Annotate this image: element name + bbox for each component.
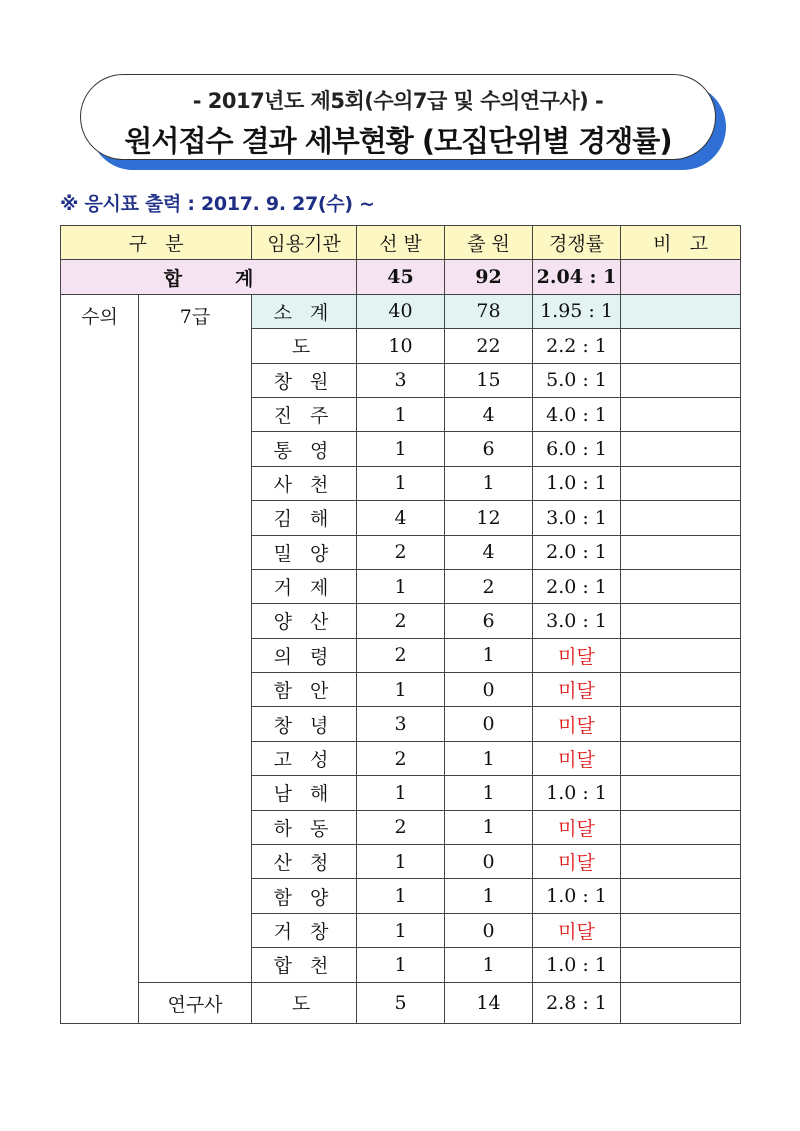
agency-row-applicants: 0: [445, 673, 533, 707]
agency-row-applicants: 0: [445, 845, 533, 879]
agency-row-selection: 2: [357, 638, 445, 672]
agency-row-ratio: 4.0 : 1: [533, 397, 621, 431]
agency-row-ratio: 1.0 : 1: [533, 948, 621, 982]
agency-row-selection: 2: [357, 604, 445, 638]
agency-row-ratio: 1.0 : 1: [533, 776, 621, 810]
agency-row-agency: 산 청: [252, 845, 357, 879]
agency-row-ratio: 5.0 : 1: [533, 363, 621, 397]
agency-row-applicants: 1: [445, 810, 533, 844]
agency-row-applicants: 1: [445, 741, 533, 775]
agency-row-ratio: 3.0 : 1: [533, 501, 621, 535]
agency-row-applicants: 12: [445, 501, 533, 535]
agency-row-applicants: 6: [445, 604, 533, 638]
agency-row-agency: 양 산: [252, 604, 357, 638]
agency-row-selection: 1: [357, 466, 445, 500]
title-banner: [80, 74, 716, 160]
agency-row-selection: 1: [357, 948, 445, 982]
researcher-row-ratio: 2.8 : 1: [533, 982, 621, 1023]
total-remarks: [621, 260, 741, 294]
header-applicants: 출 원: [445, 226, 533, 260]
agency-row-applicants: 1: [445, 948, 533, 982]
researcher-row: [61, 982, 741, 1023]
agency-row-applicants: 1: [445, 776, 533, 810]
agency-row-remarks: [621, 913, 741, 947]
agency-row-agency: 거 창: [252, 913, 357, 947]
researcher-row-remarks: [621, 982, 741, 1023]
agency-row-agency: 사 천: [252, 466, 357, 500]
total-label: 합 계: [61, 260, 357, 294]
agency-row-selection: 1: [357, 913, 445, 947]
header-selection: 선 발: [357, 226, 445, 260]
agency-row-selection: 1: [357, 432, 445, 466]
agency-row-applicants: 1: [445, 466, 533, 500]
agency-row-remarks: [621, 810, 741, 844]
agency-row-ratio: 2.0 : 1: [533, 535, 621, 569]
researcher-row-selection: 5: [357, 982, 445, 1023]
agency-row-remarks: [621, 948, 741, 982]
agency-row-selection: 2: [357, 741, 445, 775]
agency-row-ratio: 2.0 : 1: [533, 569, 621, 603]
agency-row-remarks: [621, 535, 741, 569]
agency-row-applicants: 4: [445, 535, 533, 569]
agency-row-remarks: [621, 741, 741, 775]
subtotal-selection: 40: [357, 294, 445, 328]
agency-row-agency: 통 영: [252, 432, 357, 466]
agency-row-agency: 합 천: [252, 948, 357, 982]
agency-row-applicants: 22: [445, 329, 533, 363]
agency-row-remarks: [621, 329, 741, 363]
agency-row-remarks: [621, 845, 741, 879]
agency-row-remarks: [621, 363, 741, 397]
agency-row-selection: 3: [357, 363, 445, 397]
researcher-row-applicants: 14: [445, 982, 533, 1023]
agency-row-selection: 1: [357, 569, 445, 603]
agency-row-applicants: 2: [445, 569, 533, 603]
agency-row-selection: 1: [357, 879, 445, 913]
agency-row-agency: 밀 양: [252, 535, 357, 569]
agency-row-agency: 김 해: [252, 501, 357, 535]
agency-row-applicants: 0: [445, 707, 533, 741]
title-subtitle: - 2017년도 제5회(수의7급 및 수의연구사) -: [192, 89, 604, 113]
agency-row-ratio: 미달: [533, 810, 621, 844]
total-selection: 45: [357, 260, 445, 294]
agency-row-agency: 함 양: [252, 879, 357, 913]
agency-row-agency: 거 제: [252, 569, 357, 603]
agency-row-applicants: 1: [445, 879, 533, 913]
agency-row-applicants: 15: [445, 363, 533, 397]
agency-row-agency: 고 성: [252, 741, 357, 775]
agency-row-selection: 3: [357, 707, 445, 741]
total-applicants: 92: [445, 260, 533, 294]
agency-row-ratio: 6.0 : 1: [533, 432, 621, 466]
agency-row-agency: 도: [252, 329, 357, 363]
competition-table: [60, 225, 741, 1024]
agency-row-applicants: 1: [445, 638, 533, 672]
agency-row-ratio: 미달: [533, 913, 621, 947]
subtotal-ratio: 1.95 : 1: [533, 294, 621, 328]
title-main: 원서접수 결과 세부현황 (모집단위별 경쟁률): [124, 124, 672, 158]
agency-row-remarks: [621, 569, 741, 603]
agency-row-agency: 진 주: [252, 397, 357, 431]
agency-row-selection: 1: [357, 673, 445, 707]
subtotal-agency: 소 계: [252, 294, 357, 328]
agency-row-agency: 창 녕: [252, 707, 357, 741]
agency-row-agency: 하 동: [252, 810, 357, 844]
header-agency: 임용기관: [252, 226, 357, 260]
rank7-label: 7급: [139, 294, 252, 982]
agency-row-remarks: [621, 466, 741, 500]
agency-row-ratio: 1.0 : 1: [533, 466, 621, 500]
agency-row-agency: 남 해: [252, 776, 357, 810]
subtotal-row: [61, 294, 741, 328]
agency-row-applicants: 0: [445, 913, 533, 947]
subtotal-applicants: 78: [445, 294, 533, 328]
agency-row-remarks: [621, 397, 741, 431]
header-category: 구 분: [61, 226, 252, 260]
agency-row-applicants: 6: [445, 432, 533, 466]
researcher-row-agency: 도: [252, 982, 357, 1023]
agency-row-selection: 10: [357, 329, 445, 363]
agency-row-ratio: 3.0 : 1: [533, 604, 621, 638]
agency-row-applicants: 4: [445, 397, 533, 431]
agency-row-ratio: 2.2 : 1: [533, 329, 621, 363]
agency-row-ratio: 미달: [533, 638, 621, 672]
agency-row-remarks: [621, 879, 741, 913]
total-ratio: 2.04 : 1: [533, 260, 621, 294]
agency-row-remarks: [621, 673, 741, 707]
agency-row-agency: 창 원: [252, 363, 357, 397]
agency-row-agency: 함 안: [252, 673, 357, 707]
agency-row-selection: 2: [357, 535, 445, 569]
admission-ticket-note: ※ 응시표 출력 : 2017. 9. 27(수) ~: [60, 193, 375, 215]
agency-row-remarks: [621, 776, 741, 810]
header-remarks: 비 고: [621, 226, 741, 260]
group-label: 수의: [61, 294, 139, 1023]
agency-row-selection: 1: [357, 776, 445, 810]
agency-row-ratio: 미달: [533, 673, 621, 707]
total-row: [61, 260, 741, 294]
agency-row-remarks: [621, 432, 741, 466]
agency-row-selection: 1: [357, 845, 445, 879]
agency-row-ratio: 미달: [533, 707, 621, 741]
agency-row-remarks: [621, 604, 741, 638]
agency-row-ratio: 미달: [533, 741, 621, 775]
agency-row-remarks: [621, 638, 741, 672]
agency-row-remarks: [621, 707, 741, 741]
agency-row-selection: 1: [357, 397, 445, 431]
header-row: [61, 226, 741, 260]
agency-row-ratio: 미달: [533, 845, 621, 879]
agency-row-ratio: 1.0 : 1: [533, 879, 621, 913]
subtotal-remarks: [621, 294, 741, 328]
agency-row-selection: 2: [357, 810, 445, 844]
researcher-label: 연구사: [139, 982, 252, 1023]
agency-row-remarks: [621, 501, 741, 535]
header-ratio: 경쟁률: [533, 226, 621, 260]
agency-row-agency: 의 령: [252, 638, 357, 672]
agency-row-selection: 4: [357, 501, 445, 535]
